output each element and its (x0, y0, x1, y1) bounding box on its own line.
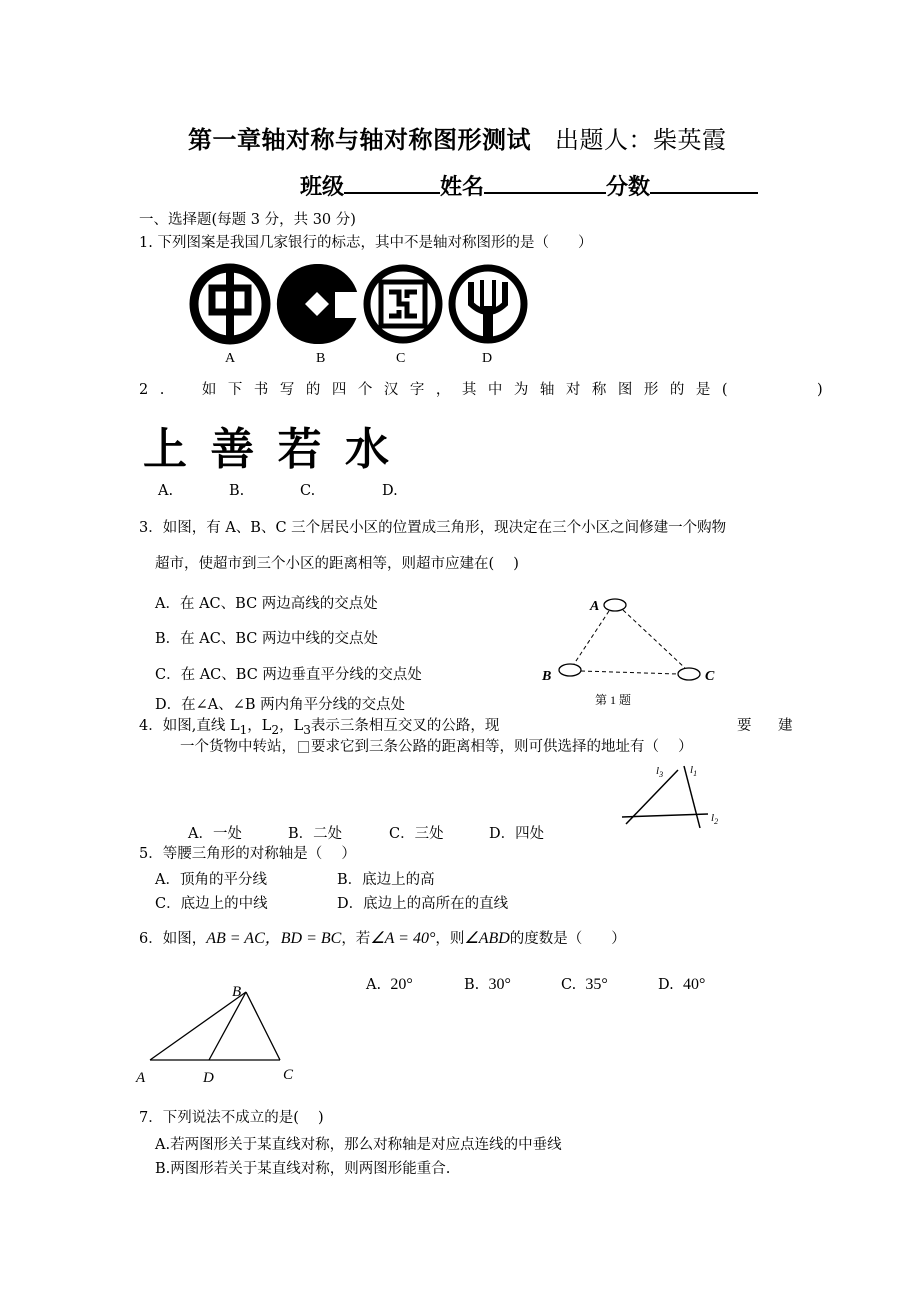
logo-label-d: D (482, 351, 493, 366)
q6-fig-label-c: C (283, 1067, 294, 1083)
q2-option-d[interactable]: D. (382, 483, 398, 499)
q5-option-b[interactable]: B．底边上的高 (337, 872, 435, 888)
class-blank[interactable] (344, 172, 440, 194)
q6-option-b[interactable] (464, 976, 511, 994)
q4-option-b[interactable]: B．二处 (288, 826, 343, 842)
q6-option-d-value: 40° (682, 976, 706, 993)
q4-sub-3: 3 (303, 722, 311, 737)
question-4-line1-end: 要 建 (737, 718, 799, 734)
q4-sub-1: 1 (239, 722, 248, 737)
score-label: 分数 (606, 174, 651, 200)
question-2-text: 2. 如下书写的四个汉字，其中为轴对称图形的是( ) (139, 382, 835, 398)
question-3-figure (535, 592, 735, 710)
q3-fig-caption: 第 1 题 (595, 693, 632, 707)
question-1-text: 1. 下列图案是我国几家银行的标志，其中不是轴对称图形的是（ ） (139, 235, 593, 251)
q3-fig-label-b: B (542, 669, 552, 684)
class-label: 班级 (300, 174, 345, 200)
q4-option-c[interactable]: C．三处 (389, 826, 444, 842)
q3-fig-label-a: A (590, 599, 600, 614)
logo-label-c: C (396, 351, 406, 366)
title-text: 第一章轴对称与轴对称图形测试 (188, 125, 531, 154)
name-blank[interactable] (484, 172, 606, 194)
q6-text-b: ，若 (341, 931, 371, 947)
q6-option-c[interactable] (561, 976, 608, 994)
question-4-figure (618, 760, 728, 830)
q3-option-a[interactable]: A．在 AC、BC 两边高线的交点处 (155, 596, 378, 612)
q7-option-a[interactable]: A.若两图形关于某直线对称，那么对称轴是对应点连线的中垂线 (155, 1137, 562, 1153)
q6-fig-label-b: B (232, 984, 242, 1000)
q6-math-3: ∠ABD (464, 930, 510, 947)
industrial-commercial-bank-logo (367, 268, 439, 340)
question-4-line2 (180, 737, 693, 757)
q6-option-c-letter: C. (561, 977, 577, 993)
q3-fig-label-c: C (705, 669, 715, 684)
q6-fig-label-d: D (203, 1070, 214, 1086)
question-5-text: 5．等腰三角形的对称轴是（ ） (139, 846, 356, 862)
question-3-line1: 3．如图，有 A、B、C 三个居民小区的位置成三角形，现决定在三个小区之间修建一个购物 (139, 520, 727, 536)
q2-option-c[interactable]: C. (300, 483, 316, 499)
logo-label-a: A (225, 351, 236, 366)
author-text: 出题人：柴英霞 (555, 126, 727, 154)
q6-option-a-letter: A. (366, 977, 382, 993)
q6-text-c: ，则 (435, 931, 465, 947)
q6-option-d-letter: D. (658, 977, 674, 993)
q6-fig-label-a: A (136, 1070, 146, 1086)
q4-fig-label-l3: $l_3$ (656, 765, 664, 779)
q6-option-b-letter: B. (464, 977, 480, 993)
q5-option-d[interactable]: D．底边上的高所在的直线 (337, 896, 509, 912)
bank-of-china-logo (194, 265, 266, 343)
q3-option-d[interactable]: D．在∠A、∠B 两内角平分线的交点处 (155, 697, 406, 713)
logo-label-b: B (316, 351, 326, 366)
q6-math-2: ∠A = 40° (370, 930, 436, 947)
question-6-figure (130, 980, 310, 1088)
q6-option-b-value: 30° (488, 976, 511, 993)
q6-option-c-value: 35° (585, 976, 608, 993)
q6-option-d[interactable] (658, 976, 705, 994)
name-label: 姓名 (440, 174, 485, 200)
q2-option-b[interactable]: B. (229, 483, 245, 499)
q4-text-c: ，L (279, 718, 304, 734)
q4-option-a[interactable]: A．一处 (188, 826, 242, 842)
q6-option-a[interactable] (366, 976, 413, 994)
q2-option-a[interactable]: A. (158, 483, 174, 499)
q5-option-c[interactable]: C．底边上的中线 (155, 896, 268, 912)
q5-option-a[interactable]: A．顶角的平分线 (155, 872, 267, 888)
q4-option-d[interactable]: D．四处 (489, 826, 545, 842)
q6-option-a-value: 20° (390, 976, 413, 993)
question-6-text (139, 929, 626, 949)
question-1-logos (185, 262, 535, 366)
score-blank[interactable] (650, 172, 758, 194)
q4-fig-label-l2: $l_2$ (711, 812, 719, 826)
q6-text-d: 的度数是（ ） (509, 931, 626, 947)
q4-fig-label-l1: $l_1$ (690, 764, 698, 778)
q4-text-d: 表示三条相互交叉的公路，现 (310, 718, 500, 734)
q4-text-line2b: 要求它到三条公路的距离相等，则可供选择的地址有（ ） (311, 739, 693, 755)
q4-text-line2a: 一个货物中转站， (180, 739, 296, 755)
placeholder-box-icon (298, 741, 309, 753)
question-7-text: 7．下列说法不成立的是( ) (139, 1110, 324, 1126)
q6-text-a: 6．如图， (139, 931, 207, 947)
q4-text-a: 4．如图,直线 L (139, 718, 240, 734)
section-heading: 一、选择题(每题 3 分，共 30 分) (139, 212, 356, 228)
student-info-line (300, 170, 758, 201)
q3-option-b[interactable]: B．在 AC、BC 两边中线的交点处 (155, 631, 378, 647)
construction-bank-logo (277, 264, 363, 344)
agricultural-bank-logo (452, 268, 524, 342)
q4-text-b: ，L (247, 718, 272, 734)
question-2-characters: 上 善 若 水 (143, 424, 393, 475)
q4-sub-2: 2 (271, 722, 280, 737)
q3-option-c[interactable]: C．在 AC、BC 两边垂直平分线的交点处 (155, 667, 422, 683)
q7-option-b[interactable]: B.两图形若关于某直线对称，则两图形能重合. (155, 1161, 451, 1177)
q6-math-1: AB = AC，BD = BC (206, 930, 342, 947)
question-3-line2: 超市，使超市到三个小区的距离相等，则超市应建在( ) (155, 556, 519, 572)
page-title (188, 120, 727, 155)
